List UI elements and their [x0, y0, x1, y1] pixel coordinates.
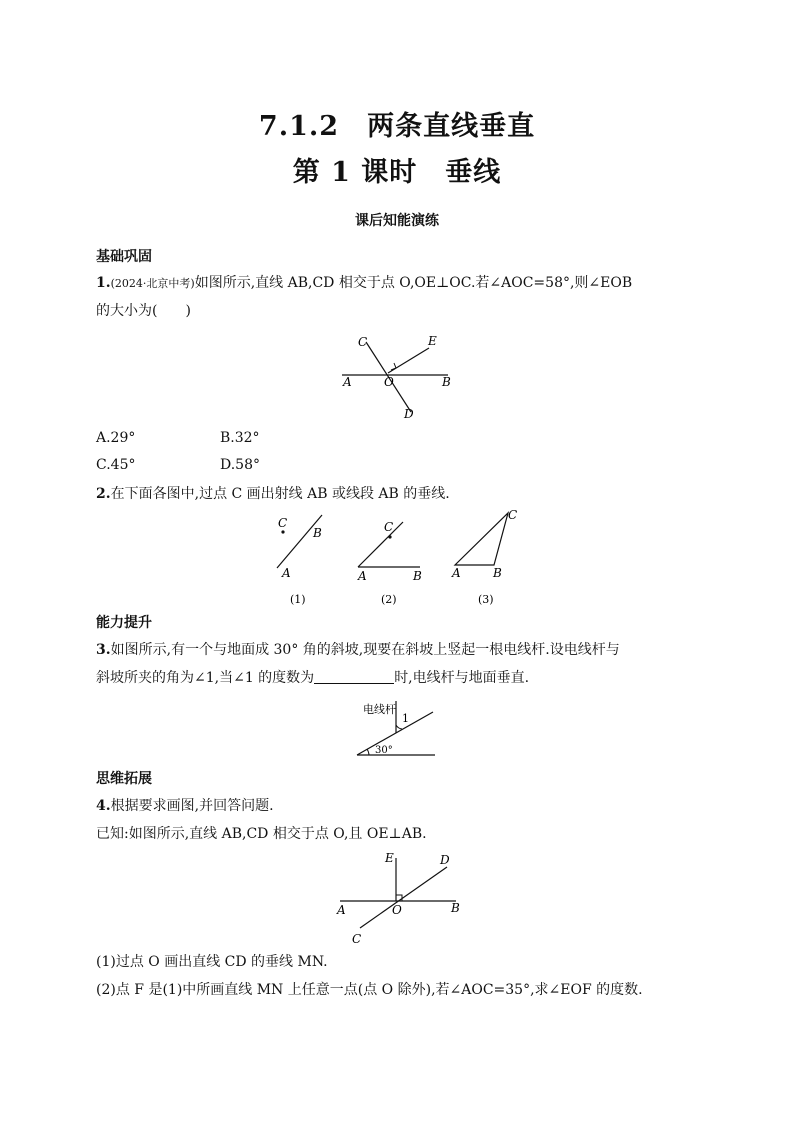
fig1-label-a: A — [282, 566, 291, 580]
q1-option-b: B.32° — [220, 430, 260, 446]
q1-text-a: 如图所示,直线 AB,CD 相交于点 O,OE⊥OC.若∠AOC=58°,则∠EOB — [194, 275, 633, 291]
q3-angle-1-label: 1 — [402, 712, 409, 725]
q1-label-o: O — [384, 375, 394, 389]
q4-label-b: B — [451, 901, 460, 915]
q2-figures — [260, 505, 540, 610]
q1-text-b: 的大小为( ) — [96, 303, 191, 319]
q3-line-1 — [96, 640, 620, 660]
fig2-label-a: A — [358, 569, 367, 583]
q1-label-e: E — [428, 334, 437, 348]
q3-answer-blank[interactable] — [314, 669, 394, 684]
q3-figure — [355, 698, 440, 760]
slope-line — [357, 712, 433, 755]
title-line-2: 第 1 课时 垂线 — [292, 157, 502, 188]
q4-number: 4. — [96, 798, 111, 814]
fig3-label-c: C — [508, 508, 518, 522]
q4-figure — [330, 848, 465, 946]
section-ability: 能力提升 — [96, 615, 152, 631]
q3-angle-30-label: 30° — [375, 745, 393, 756]
section-extend: 思维拓展 — [96, 771, 152, 787]
q4-label-e: E — [385, 851, 394, 865]
fig1-label-b: B — [313, 526, 322, 540]
q4-label-o: O — [392, 903, 402, 917]
fig2-point-c — [388, 535, 391, 538]
q4-sub-1: (1)过点 O 画出直线 CD 的垂线 MN. — [96, 954, 328, 970]
q3-pole-label: 电线杆 — [363, 703, 396, 716]
q1-label-d: D — [404, 407, 414, 421]
q2-text: 在下面各图中,过点 C 画出射线 AB 或线段 AB 的垂线. — [110, 486, 450, 502]
fig2-caption: (2) — [381, 593, 397, 606]
q2-number: 2. — [96, 486, 111, 502]
q4-label-a: A — [337, 903, 346, 917]
q1-source: (2024·北京中考) — [110, 277, 195, 290]
fig3-triangle — [455, 513, 508, 565]
q1-label-c: C — [358, 335, 368, 349]
fig2-ray — [358, 522, 403, 567]
q4-given: 已知:如图所示,直线 AB,CD 相交于点 O,且 OE⊥AB. — [96, 826, 427, 842]
fig3-label-a: A — [452, 566, 461, 580]
fig1-point-c — [281, 530, 284, 533]
q1-figure — [330, 330, 460, 426]
q4-sub-2: (2)点 F 是(1)中所画直线 MN 上任意一点(点 O 除外),若∠AOC=35°,求∠EOF 的度数. — [96, 982, 643, 998]
q4-label-c: C — [352, 932, 362, 946]
q4-text: 根据要求画图,并回答问题. — [110, 798, 274, 814]
q2-line — [96, 484, 450, 504]
q3-text-a: 如图所示,有一个与地面成 30° 角的斜坡,现要在斜坡上竖起一根电线杆.设电线杆与 — [110, 642, 620, 658]
line-cd — [360, 867, 447, 928]
q1-option-d: D.58° — [220, 457, 260, 473]
q1-option-a: A.29° — [96, 430, 136, 446]
q3-number: 3. — [96, 642, 111, 658]
q3-text-b2: 时,电线杆与地面垂直. — [394, 670, 530, 686]
subtitle: 课后知能演练 — [355, 213, 439, 229]
angle-1-arc — [396, 725, 402, 729]
q3-line-2 — [96, 668, 529, 688]
fig3-label-b: B — [493, 566, 502, 580]
fig3-caption: (3) — [478, 593, 494, 606]
q1-label-b: B — [442, 375, 451, 389]
fig1-caption: (1) — [290, 593, 306, 606]
angle-30-arc — [367, 749, 369, 755]
title-line-1: 7.1.2 两条直线垂直 — [258, 111, 536, 142]
q1-option-c: C.45° — [96, 457, 136, 473]
q4-line-1 — [96, 796, 274, 816]
fig2-label-c: C — [384, 520, 394, 534]
q3-text-b1: 斜坡所夹的角为∠1,当∠1 的度数为 — [96, 670, 315, 686]
section-basic: 基础巩固 — [96, 249, 152, 265]
fig1-label-c: C — [278, 516, 288, 530]
q1-label-a: A — [343, 375, 352, 389]
fig2-label-b: B — [413, 569, 422, 583]
q1-line-1 — [96, 273, 632, 294]
q4-label-d: D — [440, 853, 450, 867]
q1-number: 1. — [96, 275, 111, 291]
